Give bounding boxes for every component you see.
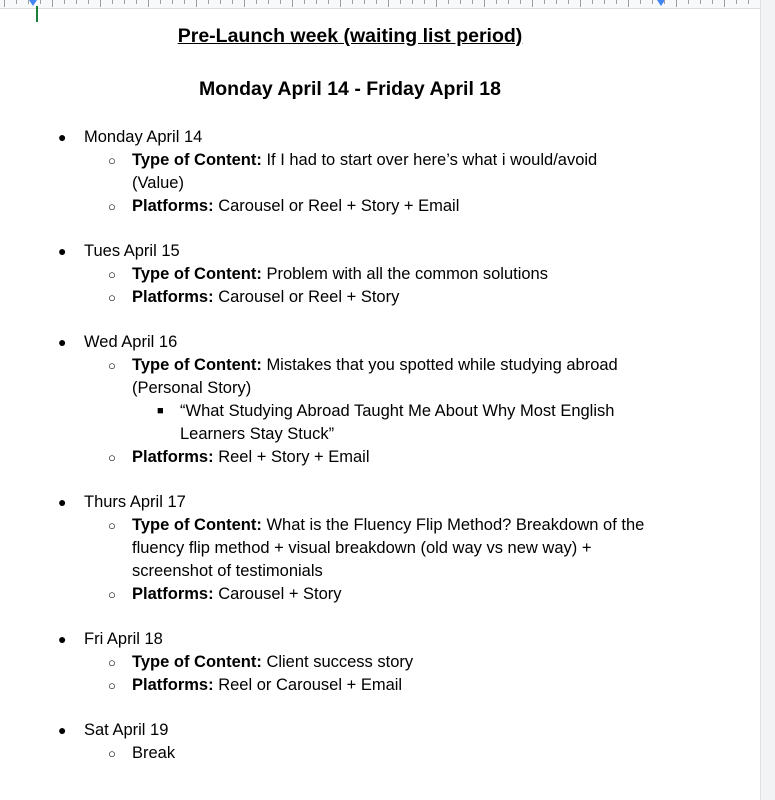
detail-value: Carousel + Story bbox=[218, 585, 342, 603]
date-range-heading: Monday April 14 - Friday April 18 bbox=[199, 78, 501, 100]
ruler-tick bbox=[184, 0, 185, 4]
detail-key: Type of Content: bbox=[132, 516, 262, 534]
ruler-tick bbox=[736, 0, 737, 4]
sub-detail-item[interactable] bbox=[0, 400, 660, 446]
day-label: Monday April 14 bbox=[84, 128, 203, 146]
ruler-tick bbox=[676, 0, 677, 7]
ruler-tick bbox=[400, 0, 401, 4]
ruler-tick bbox=[88, 0, 89, 4]
ruler-tick bbox=[124, 0, 125, 4]
ruler-tick bbox=[700, 0, 701, 4]
ruler-tick bbox=[280, 0, 281, 4]
hollow-bullet-icon: ○ bbox=[108, 153, 116, 168]
ruler-tick bbox=[556, 0, 557, 4]
ruler-tick bbox=[328, 0, 329, 4]
schedule-list bbox=[0, 126, 760, 787]
ruler-tick bbox=[4, 0, 5, 7]
ruler-tick bbox=[136, 0, 137, 4]
ruler-tick bbox=[208, 0, 209, 4]
filled-bullet-icon: ● bbox=[58, 334, 67, 350]
ruler-tick bbox=[664, 0, 665, 4]
content-detail-item[interactable] bbox=[0, 149, 652, 195]
ruler-tick bbox=[172, 0, 173, 4]
day-label: Tues April 15 bbox=[84, 242, 180, 260]
day-section bbox=[0, 628, 760, 697]
ruler-tick bbox=[460, 0, 461, 4]
detail-value: Reel + Story + Email bbox=[218, 448, 370, 466]
day-list-item[interactable] bbox=[0, 126, 760, 149]
ruler-tick bbox=[376, 0, 377, 4]
day-list-item[interactable] bbox=[0, 719, 760, 742]
detail-value: Break bbox=[132, 744, 176, 762]
ruler-tick bbox=[712, 0, 713, 4]
ruler-tick bbox=[580, 0, 581, 7]
detail-value: If I had to start over here’s what i would/avoid (Value) bbox=[132, 151, 598, 192]
ruler-tick bbox=[352, 0, 353, 4]
day-section bbox=[0, 331, 760, 469]
filled-bullet-icon: ● bbox=[58, 129, 67, 145]
ruler-tick bbox=[244, 0, 245, 7]
filled-bullet-icon: ● bbox=[58, 722, 67, 738]
ruler-tick bbox=[520, 0, 521, 4]
ruler-tick bbox=[256, 0, 257, 4]
sub-detail-text: “What Studying Abroad Taught Me About Why Most English Learners Stay Stuck” bbox=[180, 402, 615, 443]
ruler-tick bbox=[52, 0, 53, 7]
hollow-bullet-icon: ○ bbox=[108, 358, 116, 373]
ruler-tick bbox=[532, 0, 533, 7]
ruler-tick bbox=[604, 0, 605, 4]
text-cursor bbox=[36, 6, 38, 22]
day-label: Fri April 18 bbox=[84, 630, 163, 648]
square-bullet-icon: ■ bbox=[157, 405, 164, 417]
day-list-item[interactable] bbox=[0, 331, 760, 354]
ruler-tick bbox=[64, 0, 65, 4]
content-detail-item[interactable] bbox=[0, 286, 652, 309]
content-detail-item[interactable] bbox=[0, 446, 652, 469]
hollow-bullet-icon: ○ bbox=[108, 587, 116, 602]
ruler-tick bbox=[220, 0, 221, 4]
content-detail-item[interactable] bbox=[0, 583, 652, 606]
hollow-bullet-icon: ○ bbox=[108, 678, 116, 693]
ruler-tick bbox=[508, 0, 509, 4]
content-detail-item[interactable] bbox=[0, 651, 652, 674]
ruler-tick bbox=[652, 0, 653, 4]
horizontal-ruler[interactable] bbox=[0, 0, 760, 9]
ruler-tick bbox=[748, 0, 749, 4]
day-section bbox=[0, 719, 760, 765]
ruler-tick bbox=[196, 0, 197, 7]
day-label: Thurs April 17 bbox=[84, 493, 186, 511]
content-detail-item[interactable] bbox=[0, 263, 652, 286]
filled-bullet-icon: ● bbox=[58, 243, 67, 259]
ruler-tick bbox=[28, 0, 29, 4]
ruler-tick bbox=[148, 0, 149, 7]
detail-value: What is the Fluency Flip Method? Breakdown of the fluency flip method + visual breakdown (old way vs new way) + screenshot of testimonials bbox=[132, 516, 645, 580]
ruler-tick bbox=[76, 0, 77, 4]
detail-value: Carousel or Reel + Story + Email bbox=[218, 197, 460, 215]
ruler-tick bbox=[340, 0, 341, 7]
ruler-tick bbox=[544, 0, 545, 4]
document-title: Pre-Launch week (waiting list period) bbox=[177, 25, 523, 47]
detail-key: Platforms: bbox=[132, 676, 214, 694]
detail-key: Type of Content: bbox=[132, 151, 262, 169]
day-list-item[interactable] bbox=[0, 240, 760, 263]
ruler-tick bbox=[436, 0, 437, 7]
content-detail-item[interactable] bbox=[0, 195, 652, 218]
ruler-tick bbox=[496, 0, 497, 4]
detail-value: Problem with all the common solutions bbox=[266, 265, 548, 283]
ruler-tick bbox=[364, 0, 365, 4]
ruler-tick bbox=[412, 0, 413, 4]
ruler-tick bbox=[568, 0, 569, 4]
ruler-tick bbox=[160, 0, 161, 4]
detail-value: Mistakes that you spotted while studying abroad (Personal Story) bbox=[132, 356, 618, 397]
detail-key: Platforms: bbox=[132, 585, 214, 603]
ruler-tick bbox=[628, 0, 629, 7]
ruler-tick bbox=[688, 0, 689, 4]
day-list-item[interactable] bbox=[0, 628, 760, 651]
ruler-tick bbox=[472, 0, 473, 4]
ruler-tick bbox=[724, 0, 725, 7]
ruler-tick bbox=[388, 0, 389, 7]
ruler-tick bbox=[592, 0, 593, 4]
hollow-bullet-icon: ○ bbox=[108, 655, 116, 670]
ruler-tick bbox=[484, 0, 485, 7]
hollow-bullet-icon: ○ bbox=[108, 199, 116, 214]
ruler-tick bbox=[16, 0, 17, 4]
detail-key: Type of Content: bbox=[132, 265, 262, 283]
detail-key: Platforms: bbox=[132, 288, 214, 306]
ruler-tick bbox=[112, 0, 113, 4]
day-list-item[interactable] bbox=[0, 491, 760, 514]
ruler-tick bbox=[292, 0, 293, 7]
scroll-gutter[interactable] bbox=[761, 0, 775, 800]
hollow-bullet-icon: ○ bbox=[108, 518, 116, 533]
hollow-bullet-icon: ○ bbox=[108, 290, 116, 305]
ruler-tick bbox=[640, 0, 641, 4]
ruler-tick bbox=[316, 0, 317, 4]
ruler-tick bbox=[304, 0, 305, 4]
ruler-tick bbox=[268, 0, 269, 4]
content-detail-item[interactable] bbox=[0, 674, 652, 697]
ruler-tick bbox=[424, 0, 425, 4]
detail-key: Type of Content: bbox=[132, 653, 262, 671]
day-section bbox=[0, 491, 760, 606]
hollow-bullet-icon: ○ bbox=[108, 267, 116, 282]
ruler-tick bbox=[616, 0, 617, 4]
content-detail-item[interactable] bbox=[0, 742, 652, 765]
ruler-tick bbox=[100, 0, 101, 7]
day-label: Wed April 16 bbox=[84, 333, 178, 351]
detail-value: Client success story bbox=[266, 653, 414, 671]
day-section bbox=[0, 240, 760, 309]
filled-bullet-icon: ● bbox=[58, 494, 67, 510]
detail-value: Carousel or Reel + Story bbox=[218, 288, 400, 306]
content-detail-item[interactable] bbox=[0, 514, 652, 583]
detail-value: Reel or Carousel + Email bbox=[218, 676, 403, 694]
hollow-bullet-icon: ○ bbox=[108, 450, 116, 465]
ruler-tick bbox=[448, 0, 449, 4]
detail-key: Platforms: bbox=[132, 197, 214, 215]
filled-bullet-icon: ● bbox=[58, 631, 67, 647]
ruler-tick bbox=[232, 0, 233, 4]
ruler-tick bbox=[40, 0, 41, 4]
hollow-bullet-icon: ○ bbox=[108, 746, 116, 761]
detail-key: Type of Content: bbox=[132, 356, 262, 374]
detail-key: Platforms: bbox=[132, 448, 214, 466]
day-label: Sat April 19 bbox=[84, 721, 169, 739]
content-detail-item[interactable] bbox=[0, 354, 652, 400]
day-section bbox=[0, 126, 760, 218]
